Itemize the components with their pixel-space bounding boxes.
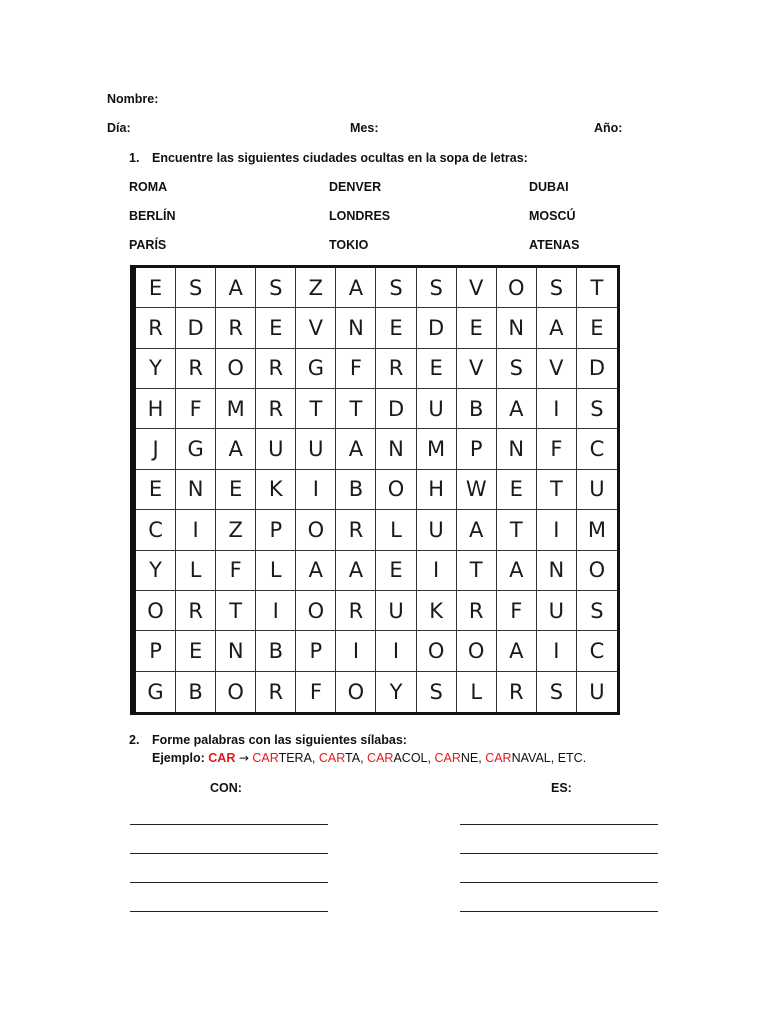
grid-cell[interactable]: O [497,268,537,308]
grid-cell[interactable]: A [336,268,376,308]
grid-cell[interactable]: B [256,631,296,671]
grid-cell[interactable]: O [577,551,617,591]
grid-cell[interactable]: O [296,510,336,550]
grid-cell[interactable]: E [376,551,416,591]
grid-cell[interactable]: F [296,672,336,712]
grid-cell[interactable]: D [417,308,457,348]
answer-line-es[interactable] [460,853,658,854]
grid-cell[interactable]: Z [216,510,256,550]
grid-cell[interactable]: O [216,672,256,712]
grid-cell[interactable]: F [537,429,577,469]
grid-cell[interactable]: S [417,672,457,712]
grid-cell[interactable]: A [336,429,376,469]
grid-cell[interactable]: H [136,389,176,429]
example-line: Ejemplo: CAR → CARTERA, CARTA, CARACOL, CARNE, CARNAVAL, ETC. [152,751,587,765]
grid-cell[interactable]: W [457,470,497,510]
grid-cell[interactable]: M [417,429,457,469]
grid-cell[interactable]: U [417,389,457,429]
grid-cell[interactable]: A [336,551,376,591]
grid-cell[interactable]: R [216,308,256,348]
grid-cell[interactable]: C [577,631,617,671]
grid-cell[interactable]: G [176,429,216,469]
answer-line-con[interactable] [130,853,328,854]
grid-cell[interactable]: U [537,591,577,631]
word-search-cells [136,268,617,712]
grid-cell[interactable]: S [497,349,537,389]
answer-line-es[interactable] [460,824,658,825]
grid-cell[interactable]: E [176,631,216,671]
grid-cell[interactable]: R [176,591,216,631]
grid-cell[interactable]: P [457,429,497,469]
city-word: LONDRES [329,209,391,223]
grid-cell[interactable]: G [136,672,176,712]
grid-cell[interactable]: I [376,631,416,671]
answer-line-es[interactable] [460,911,658,912]
grid-cell[interactable]: K [256,470,296,510]
grid-cell[interactable]: A [216,429,256,469]
grid-cell[interactable]: V [457,268,497,308]
grid-cell[interactable]: T [497,510,537,550]
grid-cell[interactable]: O [376,470,416,510]
grid-cell[interactable]: U [589,679,605,704]
grid-cell[interactable]: L [256,551,296,591]
grid-cell[interactable]: S [537,268,577,308]
grid-cell[interactable]: M [577,510,617,550]
grid-cell[interactable]: G [296,349,336,389]
word-search-grid [130,265,620,715]
column-label-con: CON: [210,781,242,795]
grid-cell[interactable]: N [537,551,577,591]
city-word: DUBAI [529,180,569,194]
grid-cell[interactable]: T [457,551,497,591]
grid-cell[interactable]: F [497,591,537,631]
example-word: CARTERA [252,751,312,765]
grid-cell[interactable]: J [136,429,176,469]
grid-cell[interactable]: R [256,672,296,712]
grid-cell[interactable]: L [376,510,416,550]
grid-cell[interactable]: T [336,389,376,429]
grid-cell[interactable]: A [497,631,537,671]
grid-cell[interactable]: R [457,591,497,631]
grid-cell[interactable]: N [376,429,416,469]
grid-cell[interactable]: S [537,672,577,712]
grid-cell[interactable]: L [176,551,216,591]
grid-cell[interactable]: U [417,510,457,550]
grid-cell[interactable]: Y [376,672,416,712]
grid-cell[interactable]: Y [136,349,176,389]
grid-cell[interactable]: I [537,510,577,550]
example-word: CARNE [434,751,479,765]
example-word: CARTA [318,751,361,765]
city-word: PARÍS [129,238,167,252]
answer-line-con[interactable] [130,824,328,825]
grid-cell[interactable]: S [417,268,457,308]
grid-cell[interactable]: E [376,308,416,348]
grid-cell[interactable]: N [176,470,216,510]
grid-cell[interactable]: P [256,510,296,550]
grid-cell[interactable]: C [136,510,176,550]
dia-label: Día: [107,121,131,135]
grid-cell[interactable]: I [336,631,376,671]
grid-cell[interactable]: B [176,672,216,712]
grid-cell[interactable]: O [296,591,336,631]
grid-cell[interactable]: E [136,268,176,308]
grid-cell[interactable]: A [296,551,336,591]
nombre-label: Nombre: [107,92,159,106]
grid-cell[interactable]: V [296,308,336,348]
mes-label: Mes: [350,121,379,135]
arrow-icon: → [238,751,249,765]
grid-cell[interactable]: R [256,389,296,429]
grid-cell[interactable]: R [376,349,416,389]
grid-cell[interactable]: K [417,591,457,631]
grid-cell[interactable]: O [216,349,256,389]
example-etc: ETC. [557,751,587,765]
city-word: ROMA [129,180,168,194]
grid-cell[interactable]: A [457,510,497,550]
city-word: BERLÍN [129,209,176,223]
column-label-es: ES: [551,781,572,795]
example-word: CARNAVAL [485,751,551,765]
grid-cell[interactable]: R [256,349,296,389]
grid-cell[interactable]: D [577,349,617,389]
grid-cell[interactable]: R [336,591,376,631]
grid-cell[interactable]: S [577,591,617,631]
grid-cell[interactable]: A [497,551,537,591]
grid-cell[interactable]: F [336,349,376,389]
exercise-2-number: 2. [129,733,140,747]
grid-cell[interactable]: N [336,308,376,348]
grid-cell[interactable]: B [457,389,497,429]
grid-cell[interactable]: I [256,591,296,631]
grid-cell[interactable]: O [457,631,497,671]
grid-cell[interactable]: T [537,470,577,510]
grid-cell[interactable]: E [417,349,457,389]
grid-cell[interactable]: R [136,308,176,348]
grid-cell[interactable]: D [176,308,216,348]
grid-cell[interactable]: A [497,389,537,429]
grid-cell[interactable]: Y [136,551,176,591]
anio-label: Año: [594,121,623,135]
answer-line-es[interactable] [460,882,658,883]
grid-cell[interactable]: T [296,389,336,429]
grid-cell[interactable]: H [417,470,457,510]
exercise-2-instruction: Forme palabras con las siguientes sílabas: [152,733,407,747]
grid-cell[interactable]: R [336,510,376,550]
grid-cell[interactable]: D [376,389,416,429]
grid-cell[interactable]: I [537,631,577,671]
grid-cell[interactable]: T [577,268,617,308]
city-word: TOKIO [329,238,369,252]
grid-cell[interactable]: S [176,268,216,308]
grid-cell[interactable]: I [176,510,216,550]
example-word: CARACOL [367,751,428,765]
grid-cell[interactable]: E [457,308,497,348]
grid-cell[interactable]: U [376,591,416,631]
grid-cell[interactable]: F [216,551,256,591]
grid-cell[interactable]: Z [296,268,336,308]
grid-cell[interactable]: N [497,429,537,469]
grid-cell[interactable]: O [417,631,457,671]
grid-cell[interactable]: V [457,349,497,389]
answer-line-con[interactable] [130,882,328,883]
grid-cell[interactable]: A [537,308,577,348]
grid-cell[interactable]: I [537,389,577,429]
city-word: DENVER [329,180,382,194]
grid-cell[interactable]: U [256,429,296,469]
city-word: ATENAS [529,238,580,252]
grid-cell[interactable]: A [216,268,256,308]
grid-cell[interactable]: C [577,429,617,469]
grid-cell[interactable]: I [417,551,457,591]
grid-cell[interactable]: E [136,470,176,510]
grid-cell[interactable]: E [497,470,537,510]
grid-cell[interactable]: O [336,672,376,712]
grid-cell[interactable]: E [216,470,256,510]
grid-cell[interactable]: E [577,308,617,348]
grid-cell[interactable]: T [216,591,256,631]
grid-cell[interactable]: E [256,308,296,348]
grid-cell[interactable]: O [136,591,176,631]
city-word: MOSCÚ [529,209,576,223]
answer-line-con[interactable] [130,911,328,912]
grid-cell[interactable]: R [497,672,537,712]
grid-cell[interactable]: U [577,470,617,510]
grid-cell[interactable]: P [296,631,336,671]
grid-cell[interactable]: V [537,349,577,389]
grid-cell[interactable]: B [336,470,376,510]
grid-cell[interactable]: N [216,631,256,671]
grid-cell[interactable]: N [497,308,537,348]
example-syllable: CAR [208,751,236,765]
grid-cell[interactable]: M [216,389,256,429]
exercise-1-number: 1. [129,151,140,165]
grid-cell[interactable]: I [296,470,336,510]
grid-cell[interactable]: S [256,268,296,308]
grid-cell[interactable]: S [577,389,617,429]
example-label: Ejemplo: [152,751,205,765]
grid-cell[interactable]: P [136,631,176,671]
grid-cell[interactable]: U [296,429,336,469]
grid-cell[interactable]: R [176,349,216,389]
grid-cell[interactable]: F [176,389,216,429]
grid-cell[interactable]: S [376,268,416,308]
grid-cell[interactable]: L [457,672,497,712]
exercise-1-instruction: Encuentre las siguientes ciudades ocultas en la sopa de letras: [152,151,528,165]
